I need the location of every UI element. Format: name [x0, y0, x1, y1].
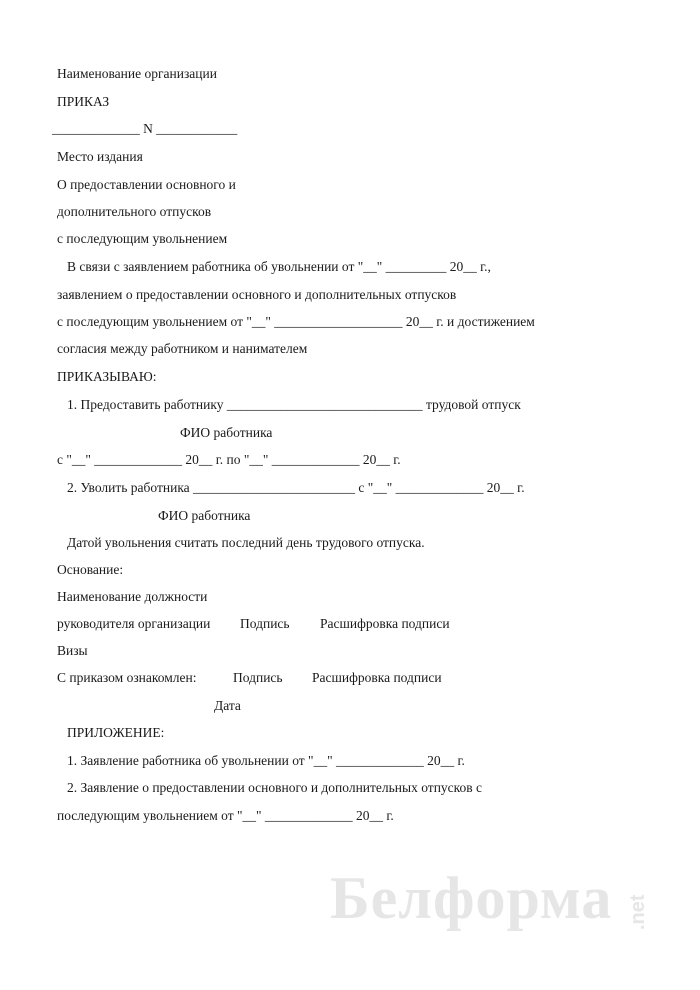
appendix-item-2-line-1: 2. Заявление о предоставлении основного и дополнительных отпусков с — [67, 780, 483, 795]
subject-line-2: дополнительного отпусков — [57, 204, 212, 219]
order-item-1-dates: с "__" _____________ 20__ г. по "__" _____________ 20__ г. — [57, 452, 401, 467]
appendix-item-1: 1. Заявление работника об увольнении от "__" _____________ 20__ г. — [67, 753, 465, 768]
position-line-1: Наименование должности — [57, 589, 208, 604]
subject-line-3: с последующим увольнением — [57, 231, 228, 246]
basis-label: Основание: — [57, 562, 124, 577]
preamble-line-1: В связи с заявлением работника об увольнении от "__" _________ 20__ г., — [67, 259, 491, 274]
order-item-2: 2. Уволить работника ________________________ с "__" _____________ 20__ г. — [67, 480, 525, 495]
signature-decoding-label-2: Расшифровка подписи — [312, 670, 442, 685]
visas-label: Визы — [57, 643, 88, 658]
order-item-1-hint: ФИО работника — [180, 425, 273, 440]
organization-name: Наименование организации — [57, 66, 217, 81]
dismissal-date-rule: Датой увольнения считать последний день трудового отпуска. — [67, 535, 425, 550]
appendix-item-2-line-2: последующим увольнением от "__" _____________ 20__ г. — [57, 808, 394, 823]
position-line-2: руководителя организации — [57, 616, 211, 631]
appendix-title: ПРИЛОЖЕНИЕ: — [67, 725, 165, 740]
subject-line-1: О предоставлении основного и — [57, 177, 236, 192]
acquainted-label: С приказом ознакомлен: — [57, 670, 197, 685]
signature-label-2: Подпись — [233, 670, 283, 685]
preamble-line-2: заявлением о предоставлении основного и дополнительных отпусков — [57, 287, 457, 302]
date-label: Дата — [214, 698, 241, 713]
order-number-line: _____________ N ____________ — [52, 121, 238, 136]
belforma-watermark-tld: .net — [627, 894, 649, 930]
order-item-2-hint: ФИО работника — [158, 508, 251, 523]
signature-label-1: Подпись — [240, 616, 290, 631]
signature-decoding-label-1: Расшифровка подписи — [320, 616, 450, 631]
preamble-line-3: с последующим увольнением от "__" ___________________ 20__ г. и достижением — [57, 314, 535, 329]
order-item-1: 1. Предоставить работнику _____________________________ трудовой отпуск — [67, 397, 521, 412]
order-title: ПРИКАЗ — [57, 94, 110, 109]
belforma-watermark: Белформа — [330, 865, 613, 931]
preamble-line-4: согласия между работником и нанимателем — [57, 341, 308, 356]
order-word: ПРИКАЗЫВАЮ: — [57, 369, 157, 384]
place-of-issue: Место издания — [57, 149, 143, 164]
